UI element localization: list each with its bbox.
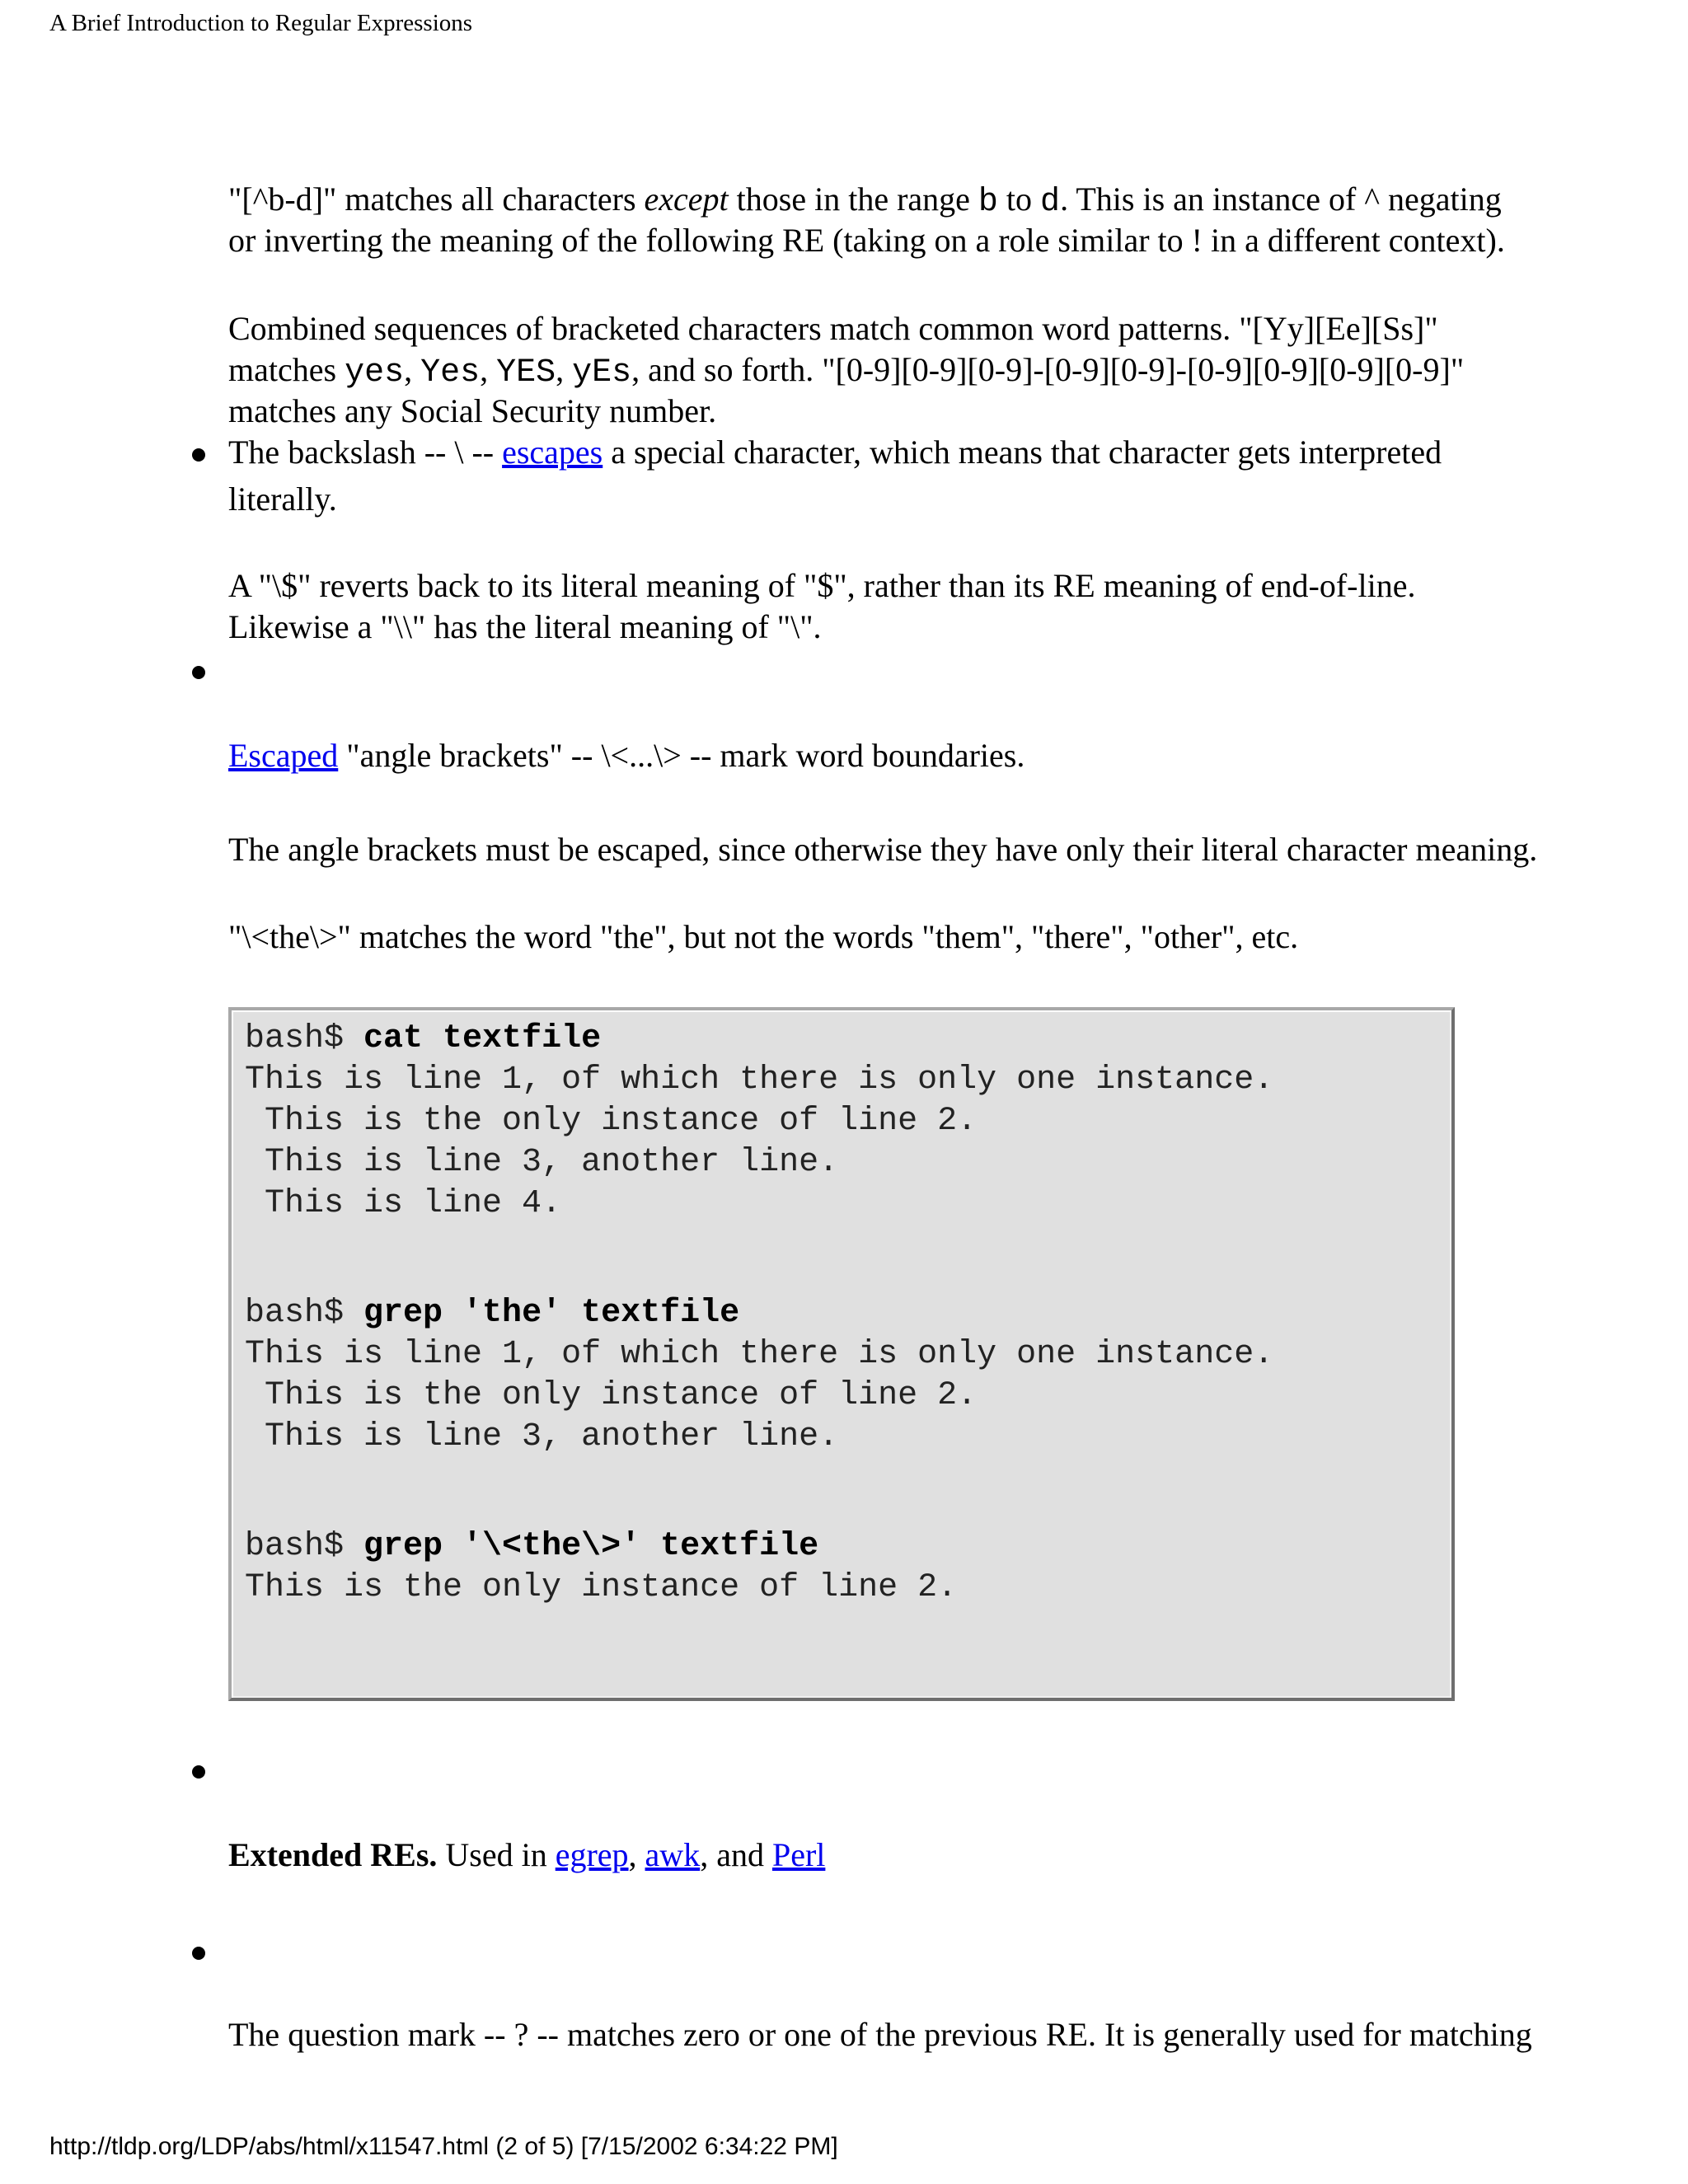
- code-output-line: This is line 1, of which there is only one instance.: [245, 1336, 1274, 1373]
- backslash-list-item: The backslash -- \ -- escapes a special character, which means that character gets interpreted: [228, 434, 1442, 471]
- code-output-line: This is line 1, of which there is only one instance.: [245, 1062, 1274, 1099]
- code-command-line: bash$ cat textfile: [245, 1020, 602, 1057]
- inline-code-b: b: [978, 184, 998, 221]
- code-output-line: This is line 3, another line.: [245, 1144, 839, 1181]
- negation-paragraph-line-2: or inverting the meaning of the following RE (taking on a role similar to ! in a different context).: [228, 222, 1505, 259]
- egrep-link[interactable]: egrep: [555, 1836, 629, 1873]
- code-output-line: This is the only instance of line 2.: [245, 1103, 978, 1140]
- code-output-line: This is line 4.: [245, 1185, 562, 1222]
- escapes-link[interactable]: escapes: [502, 434, 603, 471]
- question-mark-paragraph: The question mark -- ? -- matches zero or one of the previous RE. It is generally used for matching: [228, 2016, 1532, 2053]
- dollar-escape-line-2: Likewise a "\\" has the literal meaning of "\".: [228, 608, 822, 645]
- bracket-sequences-line-1: Combined sequences of bracketed characters match common word patterns. "[Yy][Ee][Ss]": [228, 310, 1438, 347]
- code-command-line: bash$ grep 'the' textfile: [245, 1295, 740, 1332]
- inline-code-d: d: [1040, 184, 1061, 221]
- angle-brackets-escape-note: The angle brackets must be escaped, since otherwise they have only their literal character meaning.: [228, 831, 1538, 868]
- extended-res-heading: Extended REs. Used in egrep, awk, and Perl: [228, 1836, 826, 1873]
- inline-code-yes: yes: [345, 354, 405, 391]
- escaped-link[interactable]: Escaped: [228, 737, 339, 774]
- bracket-sequences-line-2: matches yes, Yes, YES, yEs, and so forth. "[0-9][0-9][0-9]-[0-9][0-9]-[0-9][0-9][0-9][0-9]": [228, 351, 1465, 391]
- angle-brackets-list-item: Escaped "angle brackets" -- \<...\> -- mark word boundaries.: [228, 737, 1025, 774]
- negation-paragraph-line-1: "[^b-d]" matches all characters except those in the range b to d. This is an instance of ^ negating: [228, 180, 1502, 221]
- page-header-title: A Brief Introduction to Regular Expressions: [49, 10, 473, 36]
- code-command-line: bash$ grep '\<the\>' textfile: [245, 1528, 819, 1565]
- code-output-line: This is line 3, another line.: [245, 1418, 839, 1455]
- emphasis-except: except: [644, 180, 729, 218]
- inline-code-Yes: Yes: [420, 354, 481, 391]
- bullet-icon: [192, 1947, 205, 1960]
- backslash-list-item-line-2: literally.: [228, 480, 337, 518]
- bullet-icon: [192, 448, 205, 462]
- code-example-box: [228, 1007, 1455, 1701]
- code-output-line: This is the only instance of line 2.: [245, 1569, 958, 1606]
- inline-code-YES: YES: [496, 354, 556, 391]
- perl-link[interactable]: Perl: [771, 1836, 826, 1873]
- code-output-line: This is the only instance of line 2.: [245, 1377, 978, 1414]
- awk-link[interactable]: awk: [645, 1836, 701, 1873]
- page-footer-url: http://tldp.org/LDP/abs/html/x11547.html (2 of 5) [7/15/2002 6:34:22 PM]: [49, 2133, 838, 2160]
- bullet-icon: [192, 666, 205, 679]
- dollar-escape-line-1: A "\$" reverts back to its literal meaning of "$", rather than its RE meaning of end-of-line.: [228, 567, 1416, 604]
- bullet-icon: [192, 1765, 205, 1779]
- the-word-boundary-example: "\<the\>" matches the word "the", but not the words "them", "there", "other", etc.: [228, 918, 1299, 955]
- inline-code-yEs: yEs: [572, 354, 632, 391]
- bracket-sequences-line-3: matches any Social Security number.: [228, 392, 717, 429]
